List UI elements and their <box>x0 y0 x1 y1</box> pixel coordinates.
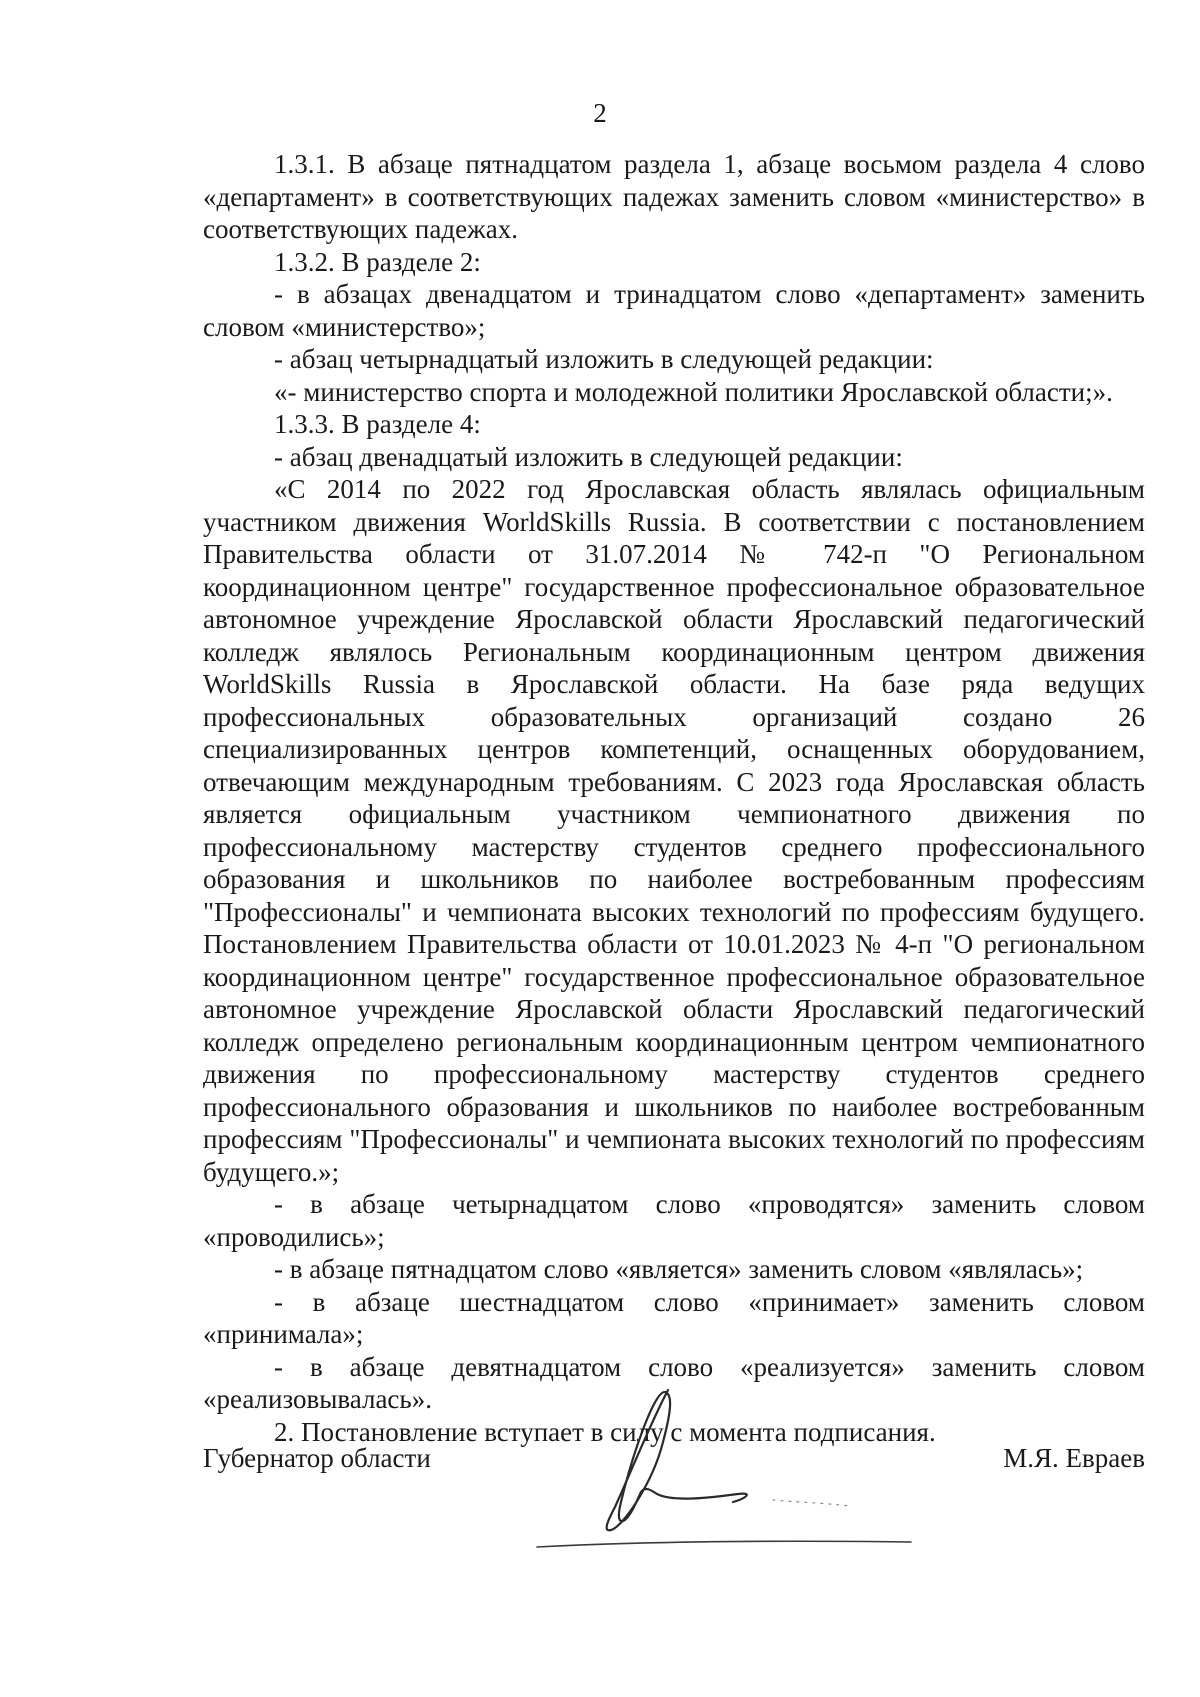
paragraph-section2-quote: «- министерство спорта и молодежной политики Ярославской области;». <box>274 376 1113 407</box>
paragraph-section4-item-5: - в абзаце девятнадцатом слово «реализуется» заменить словом «реализовывалась». <box>203 1351 1145 1414</box>
paragraph-section4-item-3: - в абзаце пятнадцатом слово «является» заменить словом «являлась»; <box>274 1254 1084 1284</box>
document-body <box>203 148 1145 1448</box>
handwritten-signature <box>533 1382 933 1552</box>
signatory-position: Губернатор области <box>203 1443 431 1473</box>
signatory-name: М.Я. Евраев <box>1003 1443 1145 1473</box>
signature-block <box>203 1442 1145 1582</box>
paragraph-1-3-1: 1.3.1. В абзаце пятнадцатом раздела 1, абзаце восьмом раздела 4 слово «департамент» в соответствующих падежах заменить словом «министерство» в соответствующих падежах. <box>203 149 1145 244</box>
paragraph-section2-item-1: - в абзацах двенадцатом и тринадцатом слово «департамент» заменить словом «министерство»; <box>203 279 1145 342</box>
paragraph-section4-item-1: - абзац двенадцатый изложить в следующей редакции: <box>274 441 903 472</box>
paragraph-section2-item-2: - абзац четырнадцатый изложить в следующей редакции: <box>274 344 934 374</box>
paragraph-section4-item-2: - в абзаце четырнадцатом слово «проводятся» заменить словом «проводились»; <box>203 1189 1145 1252</box>
paragraph-2-effective: 2. Постановление вступает в силу с момента подписания. <box>274 1416 936 1447</box>
paragraph-section4-item-4: - в абзаце шестнадцатом слово «принимает» заменить словом «принимала»; <box>203 1286 1145 1349</box>
page-number: 2 <box>593 98 607 128</box>
paragraph-section4-quote: «С 2014 по 2022 год Ярославская область являлась официальным участником движения WorldSkills Russia. В соответствии с постановлением Правительства области от 31.07.2014 № 742-п "О Региональном координационном центре" государственное профессиональное образовательное автономное учреждение Ярославской области Ярославский педагогический колледж являлось Региональным координационным центром движения WorldSkills Russia в Ярославской области. На базе ряда ведущих профессиональных образовательных организаций создано 26 специализированных центров компетенций, оснащенных оборудованием, отвечающим международным требованиям. С 2023 года Ярославская область является официальным участником чемпионатного движения по профессиональному мастерству студентов среднего профессионального образования и школьников по наиболее востребованным профессиям "Профессионалы" и чемпионата высоких технологий по профессиям будущего. Постановлением Правительства области от 10.01.2023 № 4-п "О региональном координационном центре" государственное профессиональное образовательное автономное учреждение Ярославской области Ярославский педагогический колледж определено региональным координационным центром чемпионатного движения по профессиональному мастерству студентов среднего профессионального образования и школьников по наиболее востребованным профессиям "Профессионалы" и чемпионата высоких технологий по профессиям будущего.»; <box>203 474 1145 1187</box>
paragraph-1-3-2-heading: 1.3.2. В разделе 2: <box>274 246 481 277</box>
paragraph-1-3-3-heading: 1.3.3. В разделе 4: <box>274 409 481 439</box>
